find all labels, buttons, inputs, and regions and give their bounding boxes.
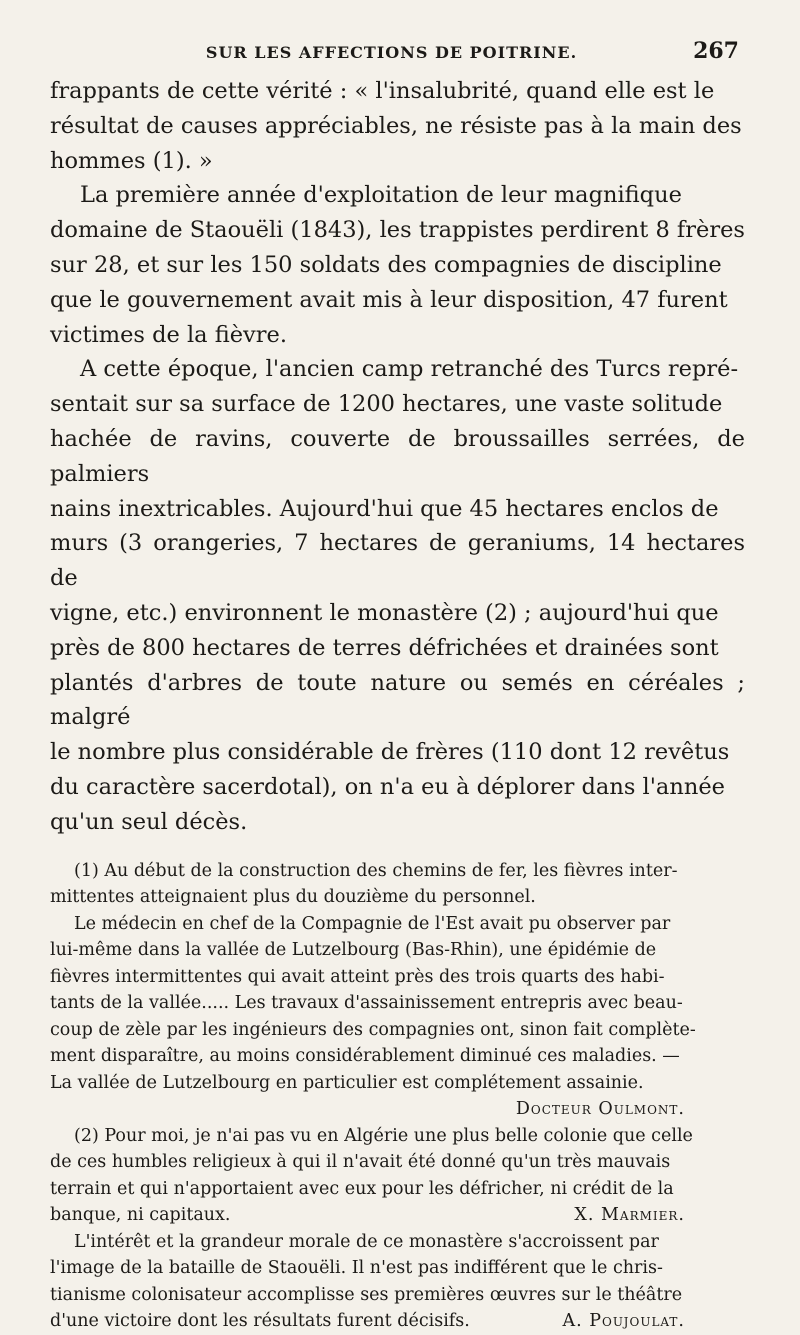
note-line: tants de la vallée..... Les travaux d'assainissement entrepris avec beau- — [50, 993, 683, 1014]
main-text — [50, 74, 745, 840]
note-line: lui-même dans la vallée de Lutzelbourg (Bas-Rhin), une épidémie de — [50, 940, 657, 961]
page-number: 267 — [693, 38, 739, 64]
text-line: La première année d'exploitation de leur magnifique — [80, 182, 682, 209]
note-line: (1) Au début de la construction des chemins de fer, les fièvres inter- — [74, 860, 678, 881]
note-last-line: banque, ni capitaux. — [50, 1205, 231, 1226]
paragraph-2 — [50, 178, 745, 352]
signature-line — [50, 1202, 745, 1229]
text-line: murs (3 orangeries, 7 hectares de geraniums, 14 hectares de — [50, 530, 745, 592]
note-line: L'intérêt et la grandeur morale de ce monastère s'accroissent par — [74, 1231, 659, 1252]
note-line: mittentes atteignaient plus du douzième du personnel. — [50, 887, 536, 908]
footnotes — [50, 858, 745, 1335]
text-line: hommes (1). » — [50, 147, 213, 174]
running-title: SUR LES AFFECTIONS DE POITRINE. — [205, 43, 578, 62]
footnote-2 — [50, 1123, 745, 1229]
signature-poujoulat: A. Poujoulat. — [562, 1311, 685, 1332]
text-line: plantés d'arbres de toute nature ou semés en céréales ; malgré — [50, 669, 745, 731]
text-line: victimes de la fièvre. — [50, 321, 287, 348]
note-line: terrain et qui n'apportaient avec eux pour les défricher, ni crédit de la — [50, 1178, 674, 1199]
signature-oulmont: Docteur Oulmont. — [515, 1099, 685, 1120]
note-line: (2) Pour moi, je n'ai pas vu en Algérie une plus belle colonie que celle — [74, 1125, 693, 1146]
text-line: hachée de ravins, couverte de broussailles serrées, de palmiers — [50, 425, 745, 487]
text-line: que le gouvernement avait mis à leur disposition, 47 furent — [50, 286, 728, 313]
text-line: nains inextricables. Aujourd'hui que 45 hectares enclos de — [50, 495, 719, 522]
note-line: de ces humbles religieux à qui il n'avait été donné qu'un très mauvais — [50, 1152, 671, 1173]
footnote-3 — [50, 1229, 745, 1335]
text-line: sentait sur sa surface de 1200 hectares, une vaste solitude — [50, 391, 723, 418]
text-line: qu'un seul décès. — [50, 808, 248, 835]
page-header — [50, 38, 745, 74]
text-line: frappants de cette vérité : « l'insalubrité, quand elle est le — [50, 78, 715, 104]
signature-marmier: X. Marmier. — [574, 1205, 685, 1226]
text-line: résultat de causes appréciables, ne résiste pas à la main des — [50, 112, 742, 139]
footnote-1 — [50, 858, 745, 1123]
text-line: A cette époque, l'ancien camp retranché des Turcs repré- — [80, 356, 739, 383]
note-line: ment disparaître, au moins considérablement diminué ces maladies. — — [50, 1046, 680, 1067]
signature-line — [50, 1096, 745, 1123]
signature-line — [50, 1308, 745, 1335]
text-line: domaine de Staouëli (1843), les trappistes perdirent 8 frères — [50, 217, 745, 244]
note-last-line: d'une victoire dont les résultats furent décisifs. — [50, 1311, 470, 1332]
text-line: sur 28, et sur les 150 soldats des compagnies de discipline — [50, 251, 722, 278]
note-line: Le médecin en chef de la Compagnie de l'Est avait pu observer par — [74, 913, 671, 934]
paragraph-3 — [50, 352, 745, 839]
text-line: le nombre plus considérable de frères (110 dont 12 revêtus — [50, 739, 730, 766]
text-line: vigne, etc.) environnent le monastère (2) ; aujourd'hui que — [50, 599, 719, 626]
paragraph-1 — [50, 74, 745, 178]
book-page — [50, 38, 745, 1335]
note-line: tianisme colonisateur accomplisse ses premières œuvres sur le théâtre — [50, 1284, 683, 1305]
note-line: La vallée de Lutzelbourg en particulier est complétement assainie. — [50, 1072, 644, 1093]
note-line: coup de zèle par les ingénieurs des compagnies ont, sinon fait complète- — [50, 1019, 696, 1040]
note-line: l'image de la bataille de Staouëli. Il n'est pas indifférent que le chris- — [50, 1258, 663, 1279]
text-line: du caractère sacerdotal), on n'a eu à déplorer dans l'année — [50, 773, 725, 800]
note-line: fièvres intermittentes qui avait atteint près des trois quarts des habi- — [50, 966, 665, 987]
text-line: près de 800 hectares de terres défrichées et drainées sont — [50, 634, 719, 661]
